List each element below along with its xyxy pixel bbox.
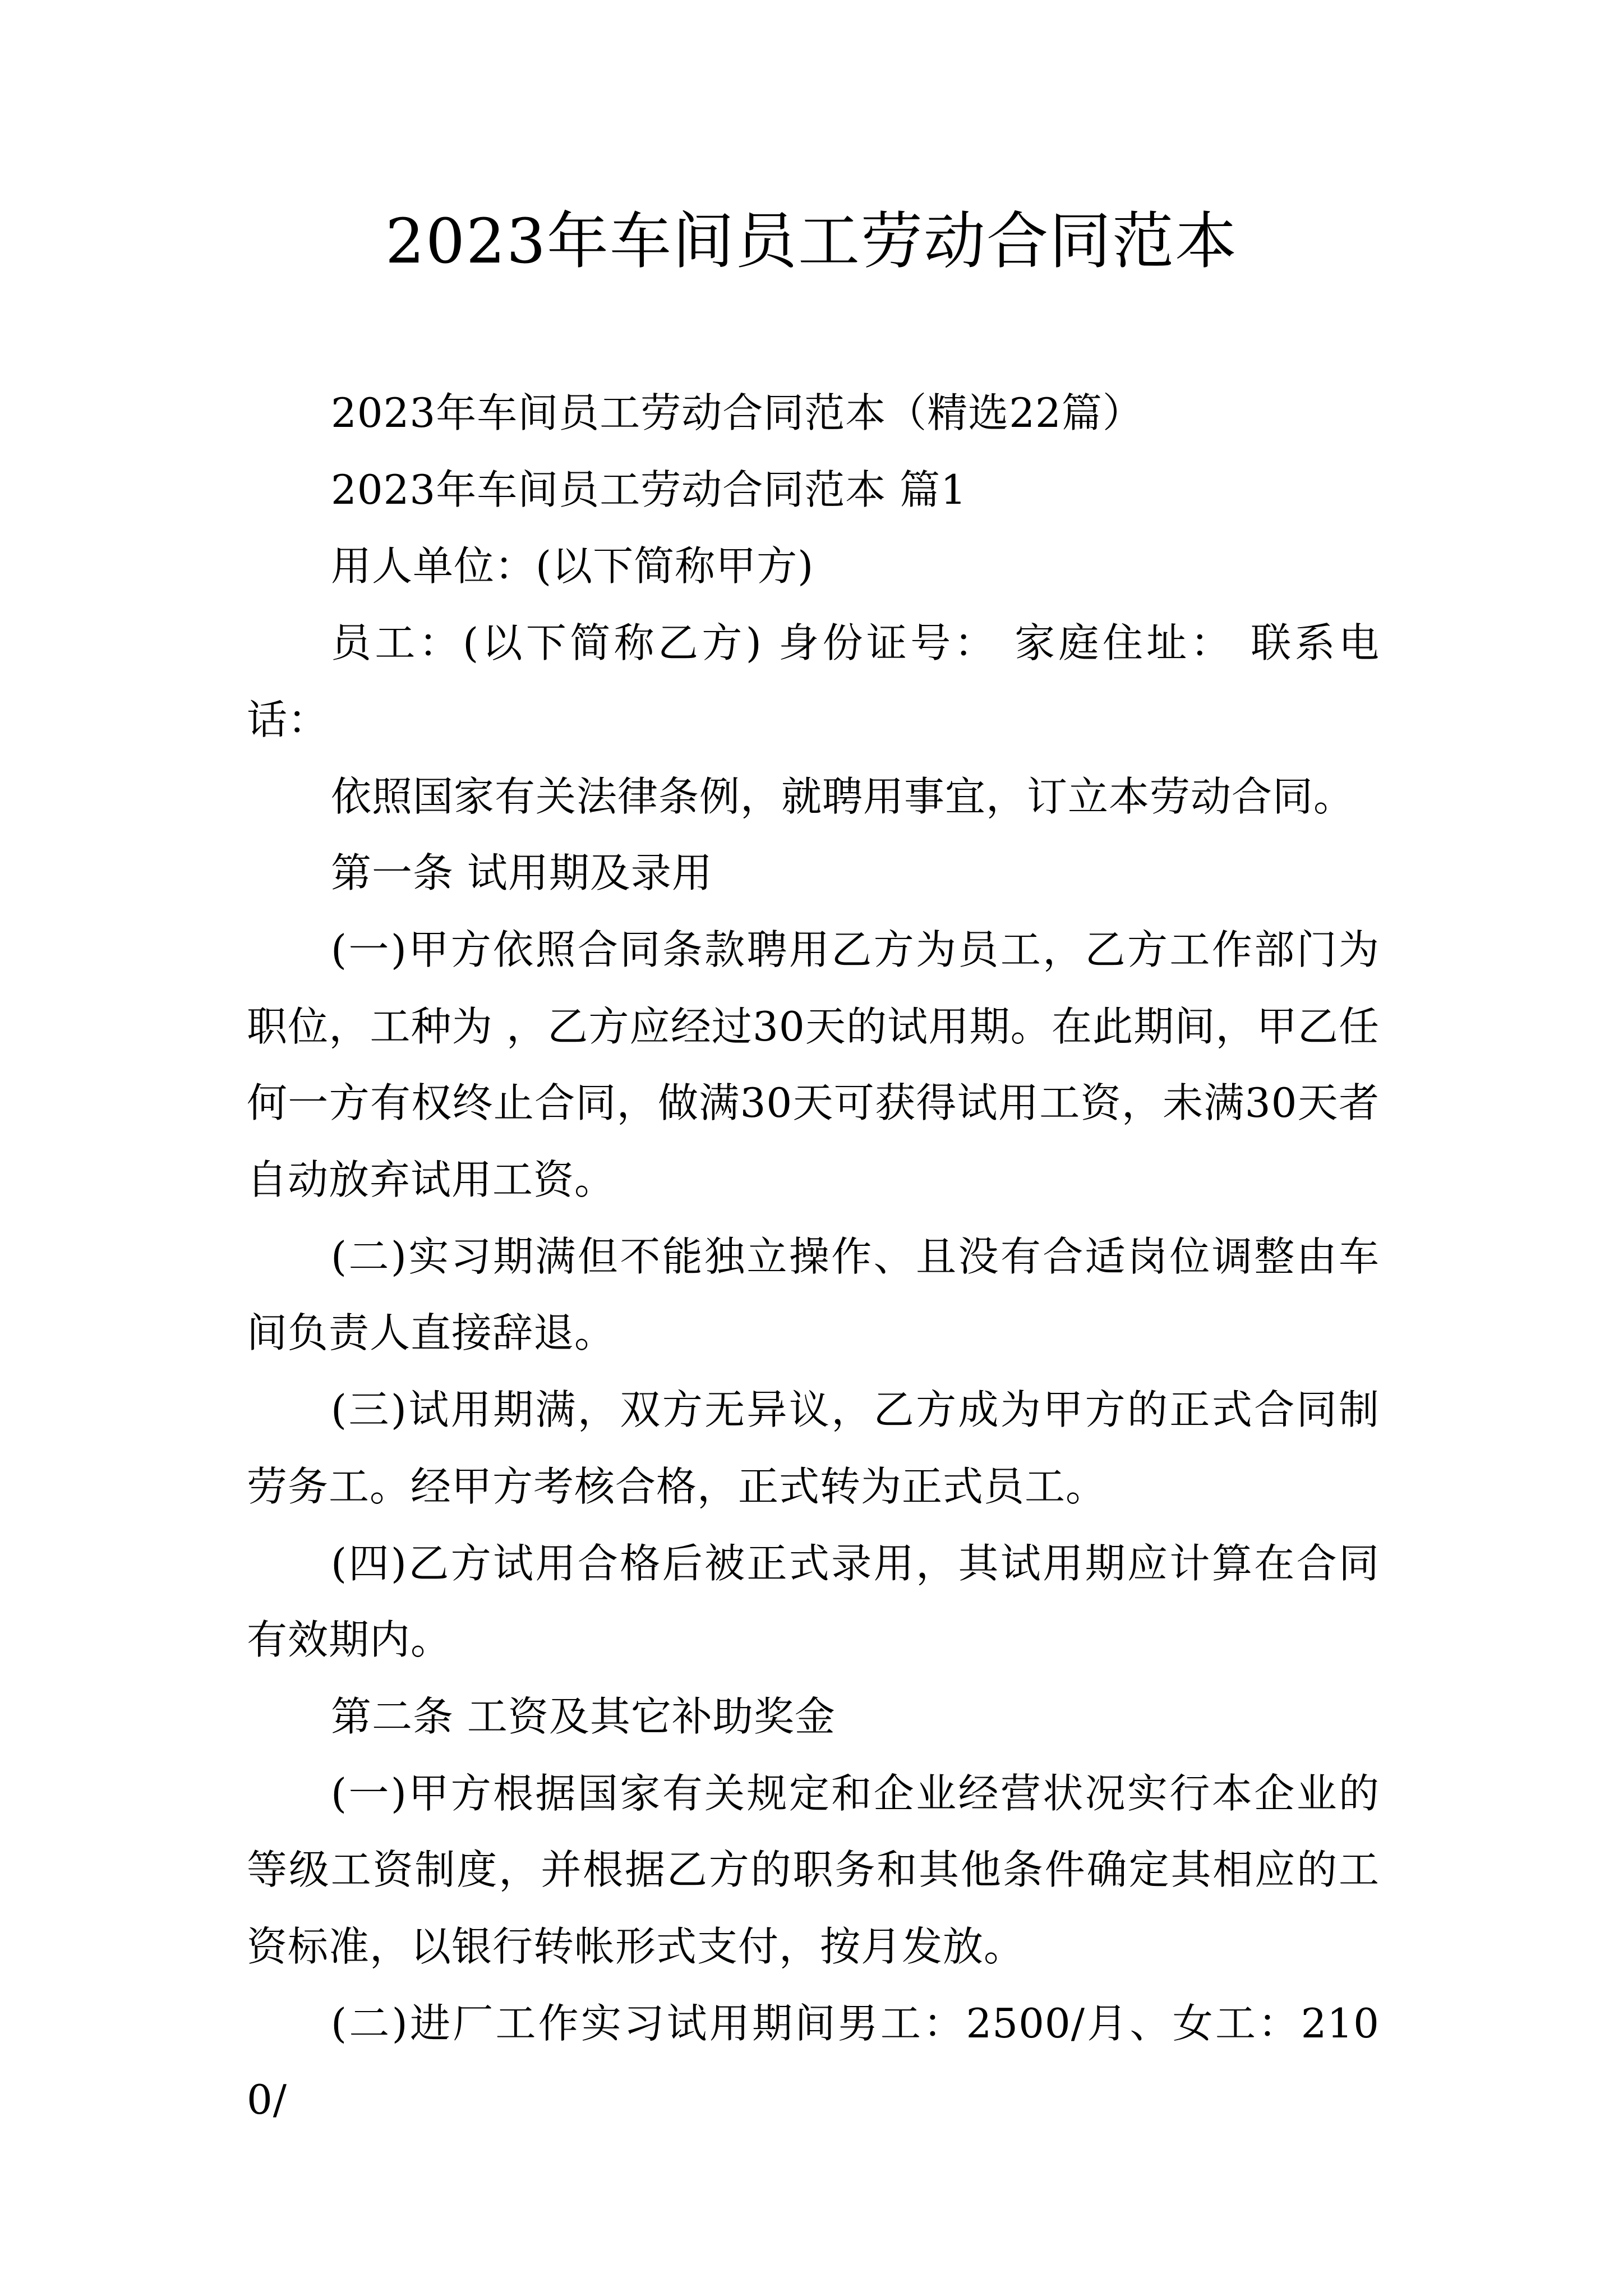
paragraph-article-1-heading: 第一条 试用期及录用	[331, 849, 713, 897]
paragraph-subtitle: 2023年车间员工劳动合同范本（精选22篇）	[331, 389, 1144, 436]
paragraph-employee-info: 员工：(以下简称乙方) 身份证号： 家庭住址： 联系电话：	[247, 619, 1380, 743]
paragraph-article-2-clause-1: (一)甲方根据国家有关规定和企业经营状况实行本企业的等级工资制度，并根据乙方的职务和其他条件确定其相应的工资标准，以银行转帐形式支付，按月发放。	[247, 1769, 1380, 1971]
paragraph-article-1-clause-1: (一)甲方依照合同条款聘用乙方为员工，乙方工作部门为 职位，工种为 ，乙方应经过30天的试用期。在此期间，甲乙任何一方有权终止合同，做满30天可获得试用工资，未满30天者自动放弃试用工资。	[247, 926, 1380, 1204]
paragraph-article-1-clause-3: (三)试用期满，双方无异议，乙方成为甲方的正式合同制劳务工。经甲方考核合格，正式转为正式员工。	[247, 1386, 1380, 1510]
paragraph-article-2-clause-2: (二)进厂工作实习试用期间男工：2500/月、女工：2100/	[247, 1999, 1380, 2124]
document-body	[247, 375, 1380, 2138]
paragraph-employer: 用人单位：(以下简称甲方)	[331, 542, 814, 590]
paragraph-article-2-heading: 第二条 工资及其它补助奖金	[331, 1692, 836, 1740]
paragraph-section-heading: 2023年车间员工劳动合同范本 篇1	[331, 466, 967, 513]
paragraph-article-1-clause-4: (四)乙方试用合格后被正式录用，其试用期应计算在合同有效期内。	[247, 1539, 1380, 1664]
paragraph-preamble: 依照国家有关法律条例，就聘用事宜，订立本劳动合同。	[331, 772, 1355, 820]
document-title: 2023年车间员工劳动合同范本	[385, 205, 1238, 277]
paragraph-article-1-clause-2: (二)实习期满但不能独立操作、且没有合适岗位调整由车间负责人直接辞退。	[247, 1232, 1380, 1357]
